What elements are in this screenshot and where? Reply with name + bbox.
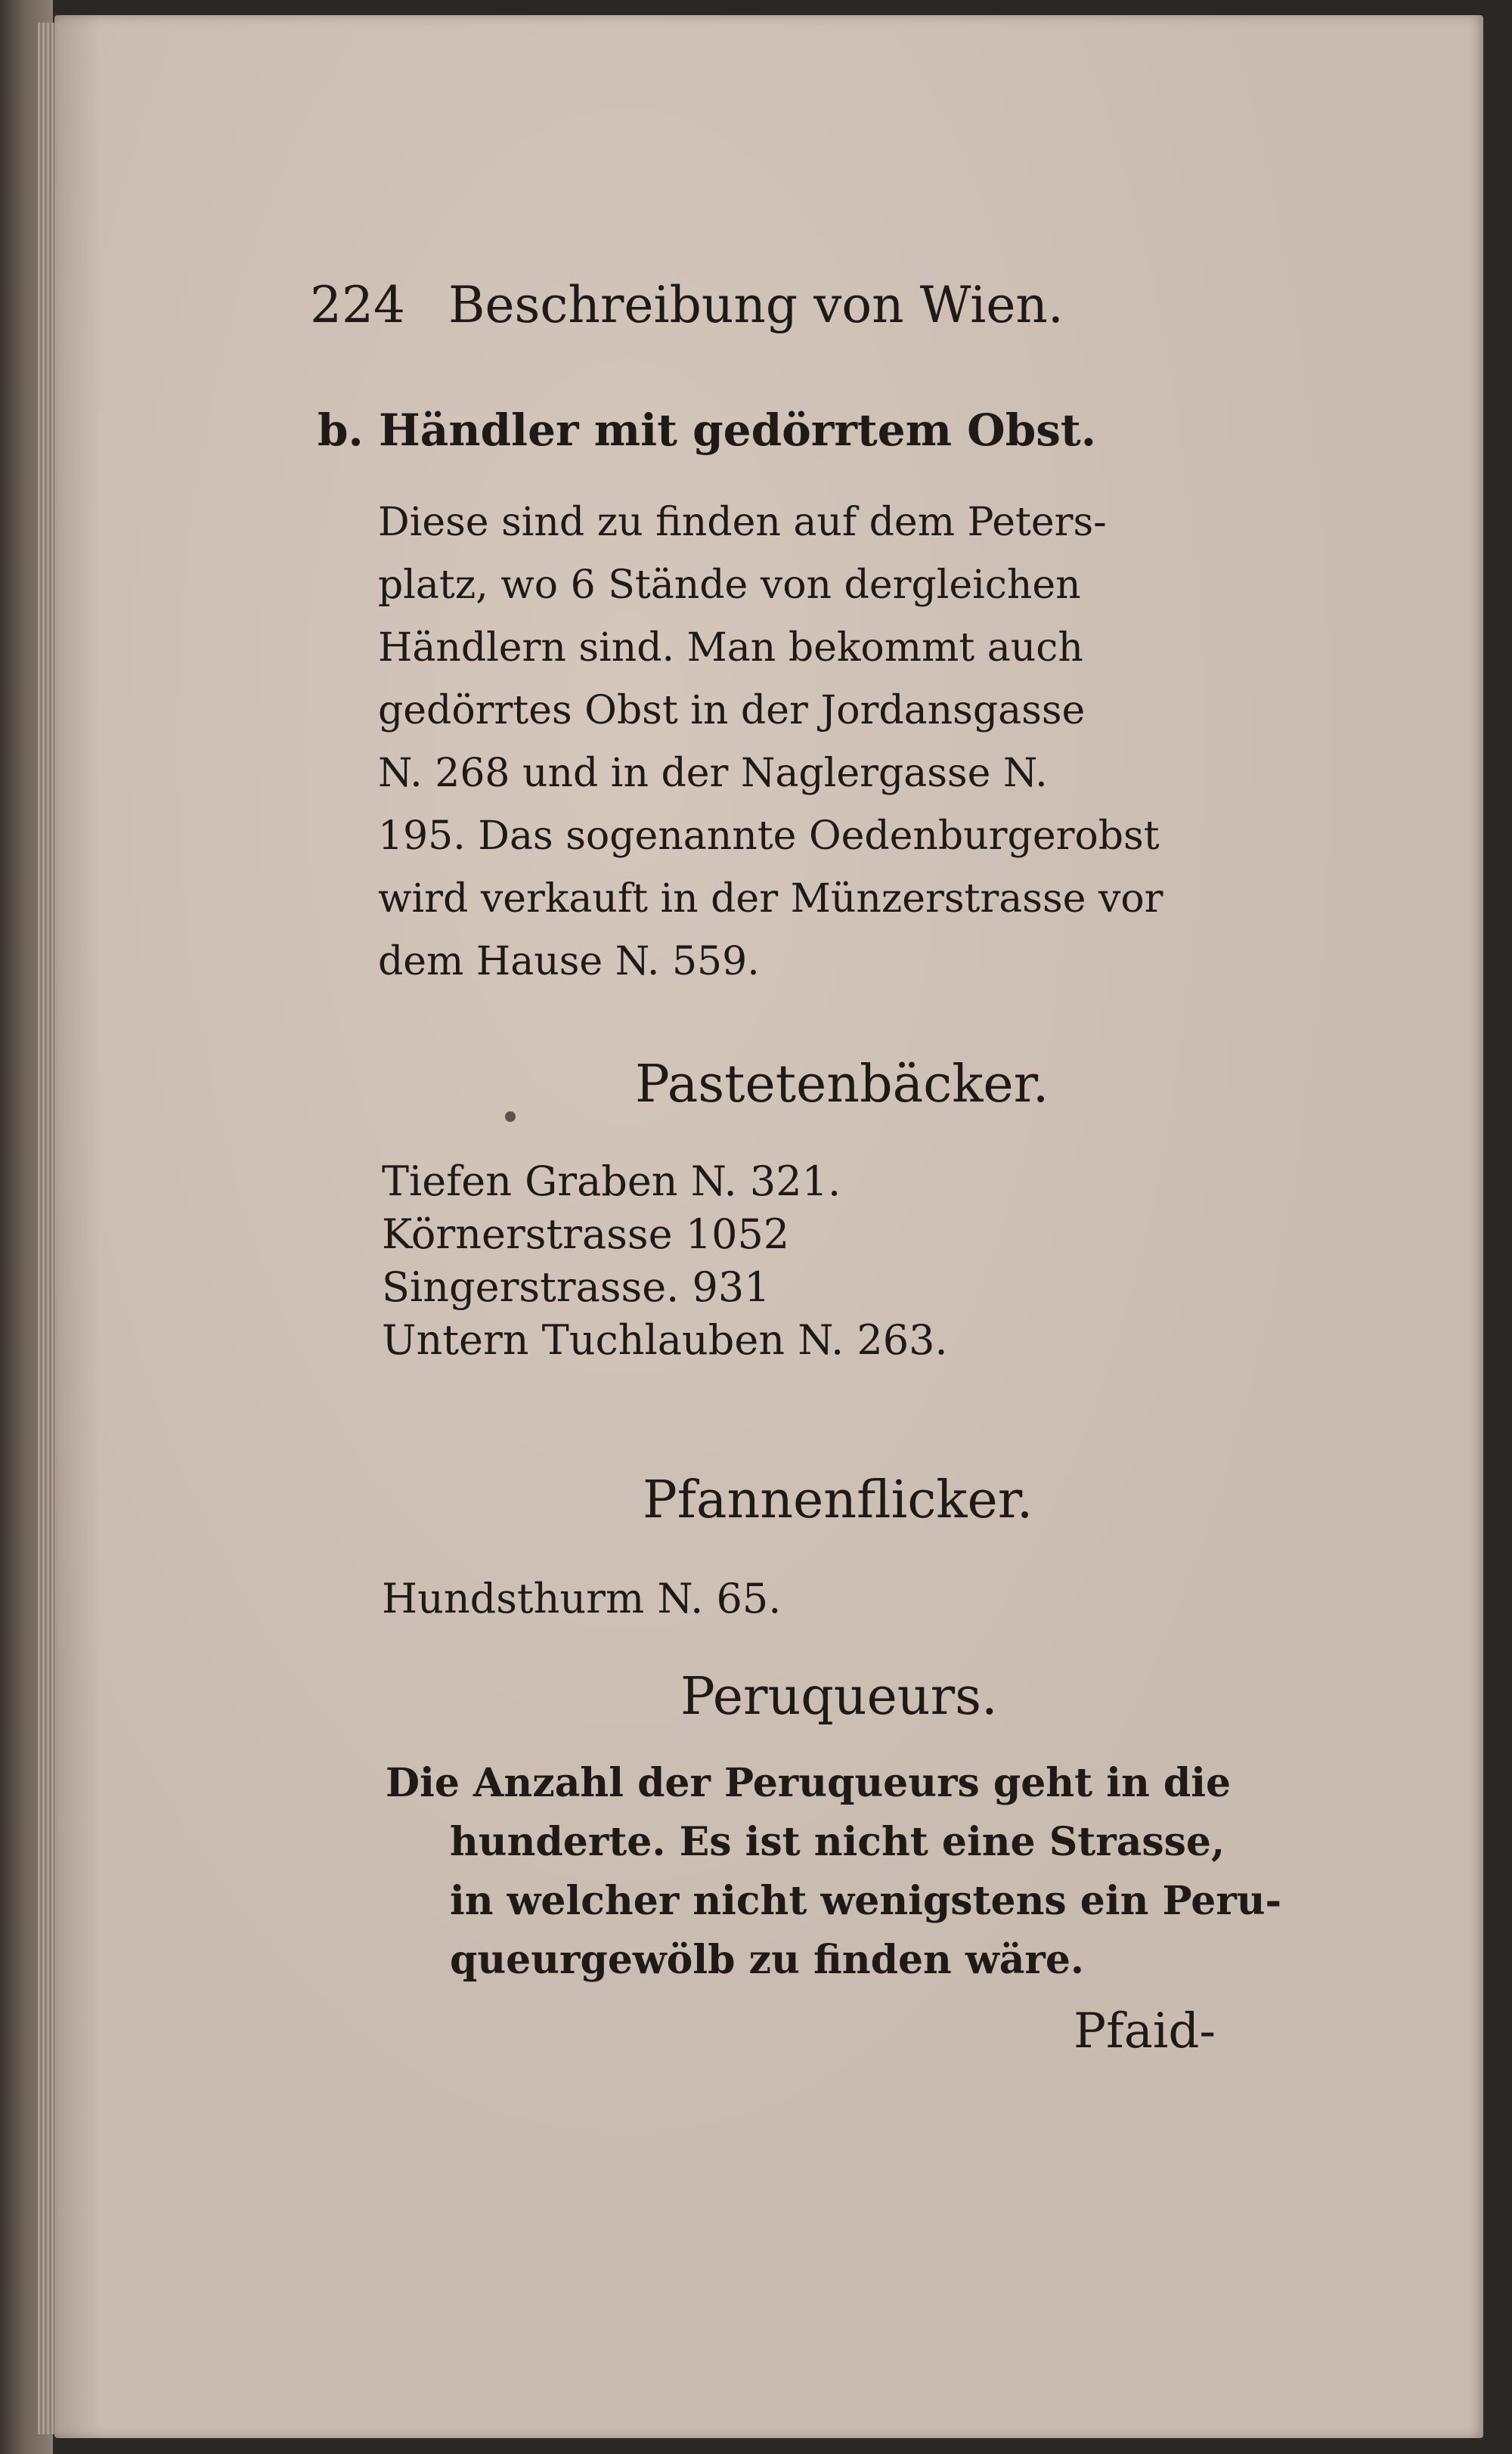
list-pfannenflicker: [382, 1572, 781, 1625]
text-line: Diese sind zu finden auf dem Peters-: [378, 500, 1107, 545]
running-title: Beschreibung von Wien.: [448, 276, 1064, 334]
ink-speck: [505, 1111, 516, 1122]
text-line: hunderte. Es ist nicht eine Strasse,: [450, 1819, 1225, 1865]
text-line: dem Hause N. 559.: [378, 939, 760, 984]
heading-pastetenbaecker: Pastetenbäcker.: [635, 1055, 1049, 1114]
catchword: Pfaid-: [1074, 2003, 1216, 2059]
paragraph-peruqueurs: [386, 1754, 1281, 1990]
list-item: Hundsthurm N. 65.: [382, 1575, 782, 1622]
text-line: Die Anzahl der Peruqueurs geht in die: [386, 1760, 1232, 1806]
text-line: queurgewölb zu finden wäre.: [450, 1937, 1085, 1983]
running-head: [310, 276, 1064, 334]
text-line: wird verkauft in der Münzerstrasse vor: [378, 876, 1163, 922]
page-number: 224: [310, 276, 405, 334]
text-line: 195. Das sogenannte Oedenburgerobst: [378, 813, 1160, 859]
text-line: platz, wo 6 Stände von dergleichen: [378, 562, 1081, 608]
section-heading-dried-fruit: b. Händler mit gedörrtem Obst.: [318, 404, 1096, 456]
text-line: in welcher nicht wenigstens ein Peru-: [450, 1878, 1282, 1924]
text-line: N. 268 und in der Naglergasse N.: [378, 751, 1048, 796]
heading-pfannenflicker: Pfannenflicker.: [643, 1470, 1033, 1530]
text-line: gedörrtes Obst in der Jordansgasse: [378, 688, 1086, 733]
paragraph-dried-fruit: [378, 491, 1163, 993]
list-item: Singerstrasse. 931: [382, 1263, 770, 1311]
list-pastetenbaecker: [382, 1155, 948, 1367]
heading-peruqueurs: Peruqueurs.: [680, 1667, 998, 1727]
list-item: Untern Tuchlauben N. 263.: [382, 1316, 948, 1364]
list-item: Tiefen Graben N. 321.: [382, 1157, 841, 1205]
text-line: Händlern sind. Man bekommt auch: [378, 625, 1083, 671]
list-item: Körnerstrasse 1052: [382, 1210, 790, 1258]
